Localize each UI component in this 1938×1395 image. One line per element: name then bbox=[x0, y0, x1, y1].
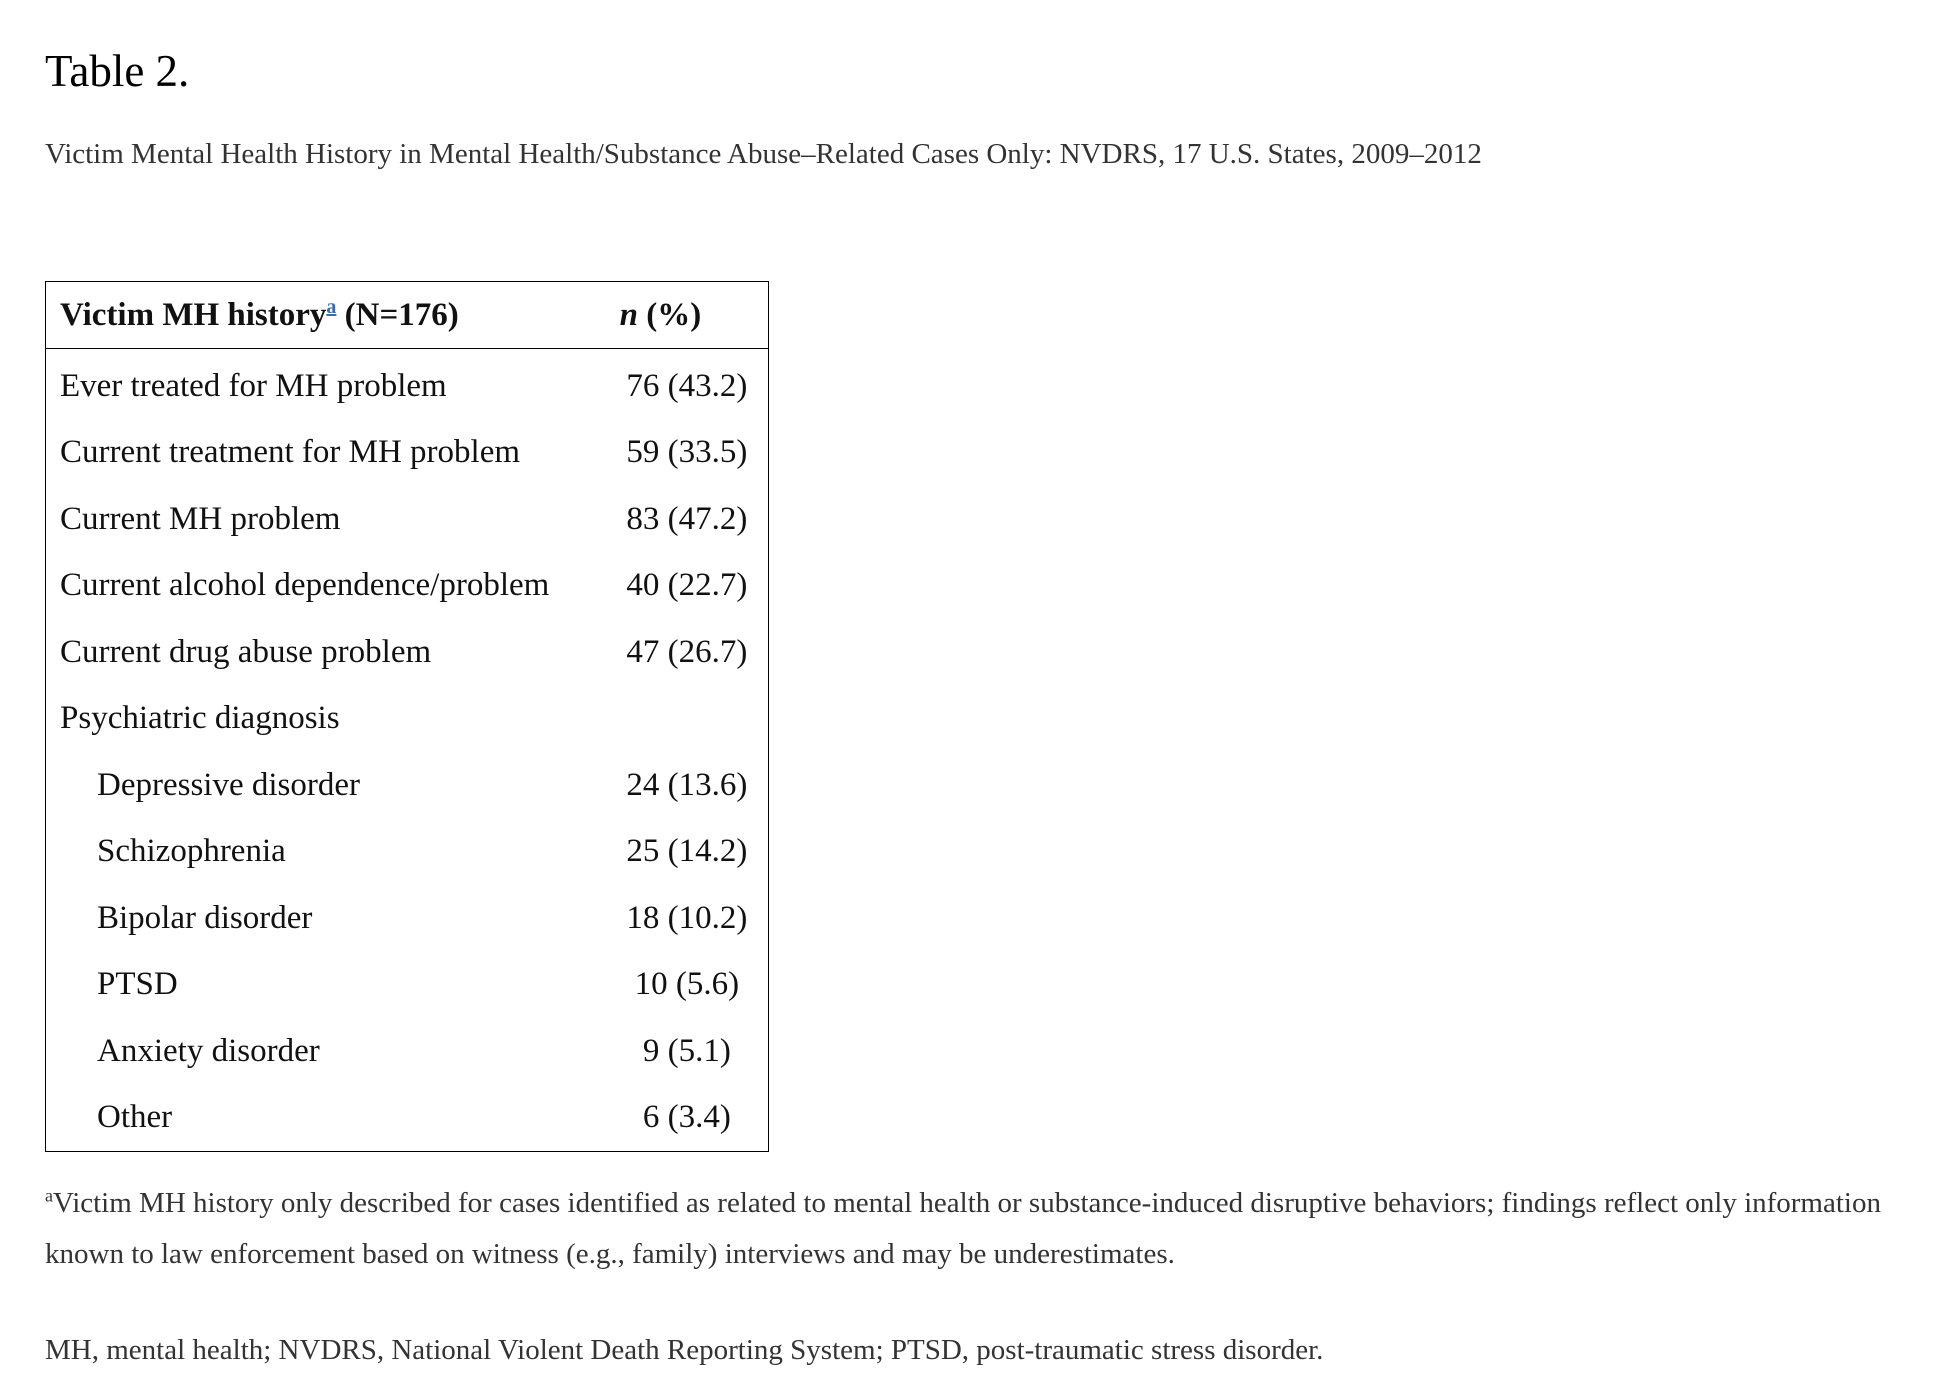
row-label: Ever treated for MH problem bbox=[60, 367, 447, 404]
table-row bbox=[46, 553, 768, 620]
row-label: Psychiatric diagnosis bbox=[60, 700, 340, 737]
footnote-link[interactable]: a bbox=[326, 295, 337, 318]
table-container bbox=[45, 281, 769, 1152]
row-label: Current drug abuse problem bbox=[60, 633, 432, 670]
table-caption: Victim Mental Health History in Mental Health/Substance Abuse–Related Cases Only: NVDRS, 17 U.S. States, 2009–2012 bbox=[45, 138, 1482, 170]
table-row bbox=[46, 486, 768, 553]
table-row bbox=[46, 686, 768, 753]
row-label: Other bbox=[97, 1099, 173, 1136]
header-history-label: Victim MH history bbox=[60, 296, 327, 333]
row-label: Bipolar disorder bbox=[97, 899, 313, 936]
table-row bbox=[46, 885, 768, 952]
row-value: 59 (33.5) bbox=[626, 434, 748, 471]
row-label: Current alcohol dependence/problem bbox=[60, 567, 550, 604]
header-history-suffix: (N=176) bbox=[336, 296, 459, 333]
row-label: Current MH problem bbox=[60, 500, 341, 537]
table-row bbox=[46, 349, 768, 420]
header-cell-history bbox=[46, 282, 612, 349]
header-row bbox=[46, 282, 768, 349]
table-title: Table 2. bbox=[45, 46, 190, 96]
row-label: PTSD bbox=[97, 966, 178, 1003]
table-body bbox=[46, 349, 768, 1152]
table-row bbox=[46, 619, 768, 686]
abbreviations-note: MH, mental health; NVDRS, National Violent Death Reporting System; PTSD, post-traumatic stress disorder. bbox=[45, 1334, 1324, 1366]
footnote-text: Victim MH history only described for cases identified as related to mental health or substance-induced disruptive behaviors; findings reflect only information known to law enforcement based on witness (e.g., family) interviews and may be underestimates. bbox=[45, 1187, 1881, 1270]
header-percent-label: (%) bbox=[638, 296, 702, 333]
header-n-label: n bbox=[619, 296, 638, 333]
row-value: 76 (43.2) bbox=[626, 367, 748, 404]
row-label: Anxiety disorder bbox=[97, 1032, 320, 1069]
row-value: 47 (26.7) bbox=[626, 633, 748, 670]
row-value: 18 (10.2) bbox=[626, 899, 748, 936]
row-value: 9 (5.1) bbox=[642, 1032, 731, 1069]
row-value bbox=[612, 686, 768, 753]
table-row bbox=[46, 752, 768, 819]
row-label: Depressive disorder bbox=[97, 766, 361, 803]
row-label: Schizophrenia bbox=[97, 833, 286, 870]
data-table bbox=[46, 282, 768, 1151]
row-value: 83 (47.2) bbox=[626, 500, 748, 537]
footnote bbox=[45, 1178, 1925, 1280]
row-value: 25 (14.2) bbox=[626, 833, 748, 870]
row-value: 24 (13.6) bbox=[626, 766, 748, 803]
footnote-marker: a bbox=[45, 1185, 53, 1206]
table-row bbox=[46, 420, 768, 487]
table-row bbox=[46, 1018, 768, 1085]
row-value: 6 (3.4) bbox=[642, 1099, 731, 1136]
table-row bbox=[46, 1085, 768, 1152]
row-value: 10 (5.6) bbox=[634, 966, 740, 1003]
row-label: Current treatment for MH problem bbox=[60, 434, 521, 471]
row-value: 40 (22.7) bbox=[626, 567, 748, 604]
table-row bbox=[46, 819, 768, 886]
header-cell-n-percent bbox=[612, 282, 768, 349]
table-header bbox=[46, 282, 768, 349]
table-row bbox=[46, 952, 768, 1019]
